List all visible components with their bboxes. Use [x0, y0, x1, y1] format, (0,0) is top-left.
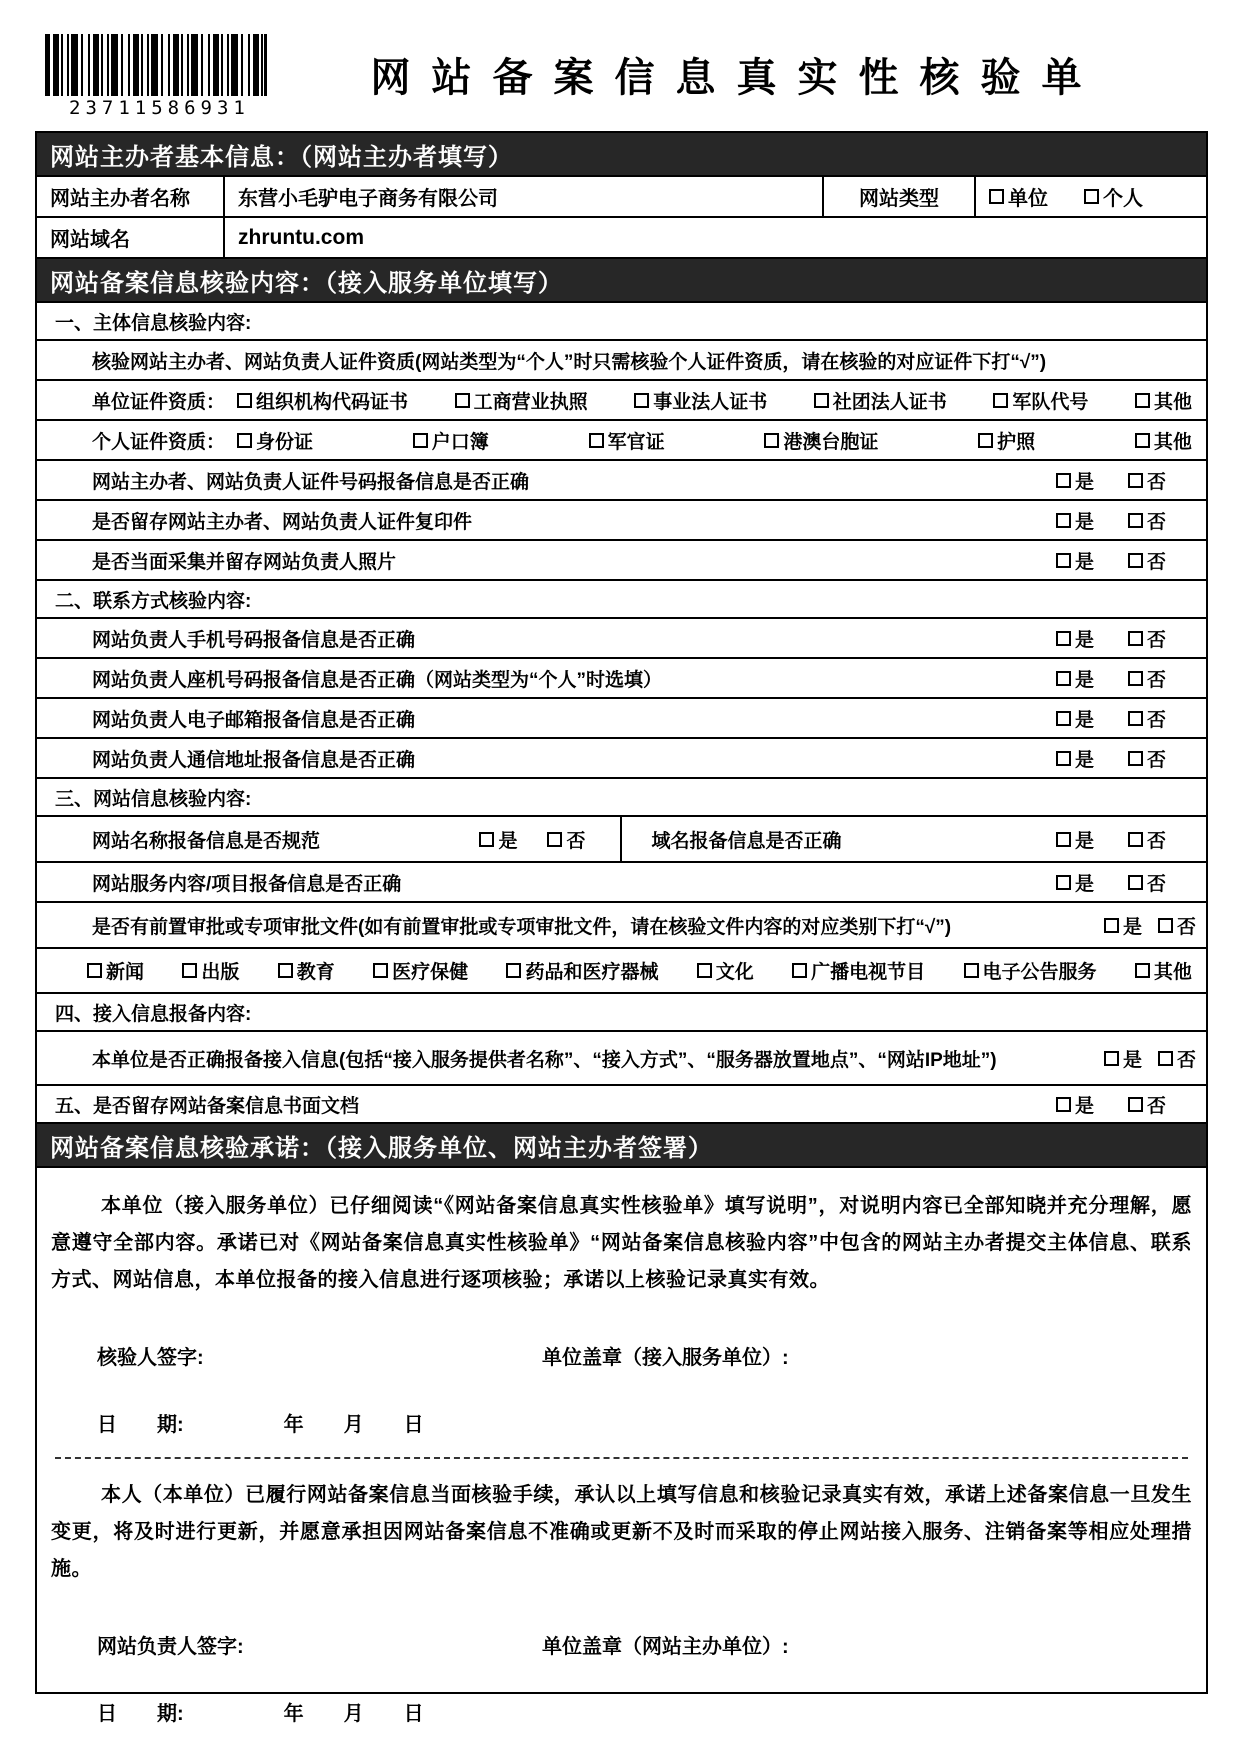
row-service: 网站服务内容/项目报备信息是否正确 是 否	[37, 863, 1206, 903]
row-address: 网站负责人通信地址报备信息是否正确 是 否	[37, 739, 1206, 779]
option-ebbs: 电子公告服务	[964, 957, 1097, 984]
option-pharma-devices: 药品和医疗器械	[506, 957, 658, 984]
checkbox-news[interactable]	[87, 963, 102, 978]
checkbox-household-register[interactable]	[413, 433, 428, 448]
row-access-info: 本单位是否正确报备接入信息(包括“接入服务提供者名称”、“接入方式”、“服务器放置地点”、“网站IP地址”) 是 否	[37, 1032, 1206, 1086]
yes-no-access: 是 否	[1104, 1045, 1206, 1072]
yes-no-cert-copy: 是 否	[1056, 507, 1206, 534]
checkbox-broadcast-tv[interactable]	[792, 963, 807, 978]
section-bar-basic-info	[37, 133, 1206, 177]
site-type-personal-label: 个人	[1103, 188, 1143, 210]
provider-date-row: 日 期: 年 月 日	[97, 1414, 424, 1436]
checkbox-mobile-no[interactable]	[1128, 631, 1143, 646]
checkbox-healthcare[interactable]	[373, 963, 388, 978]
site-type-unit-option	[989, 182, 1048, 211]
yes-no-email: 是 否	[1056, 705, 1206, 732]
checkbox-approval-yes[interactable]	[1104, 918, 1119, 933]
row-section5: 五、是否留存网站备案信息书面文档 是 否	[37, 1086, 1206, 1124]
provider-signature-row	[51, 1341, 1192, 1370]
site-manager-signature-label: 网站负责人签字:	[97, 1636, 244, 1658]
option-business-license: 工商营业执照	[455, 387, 588, 414]
unit-cert-options	[237, 387, 1206, 414]
checkbox-service-no[interactable]	[1128, 875, 1143, 890]
option-military-code: 军队代号	[993, 387, 1088, 414]
checkbox-photo-yes[interactable]	[1056, 553, 1071, 568]
checkbox-domain-yes[interactable]	[1056, 832, 1071, 847]
yes-no-site-name: 是 否	[479, 826, 619, 853]
option-passport: 护照	[978, 427, 1035, 454]
checkbox-org-code-cert[interactable]	[237, 393, 252, 408]
checkbox-access-yes[interactable]	[1104, 1051, 1119, 1066]
row-cert-copy: 是否留存网站主办者、网站负责人证件复印件 是 否	[37, 501, 1206, 541]
checkbox-address-yes[interactable]	[1056, 751, 1071, 766]
row-sitename-domain	[37, 817, 1206, 863]
approval-category-options	[87, 957, 1206, 984]
checkbox-landline-yes[interactable]	[1056, 671, 1071, 686]
row-email: 网站负责人电子邮箱报备信息是否正确 是 否	[37, 699, 1206, 739]
checkbox-institution-cert[interactable]	[634, 393, 649, 408]
row-approval: 是否有前置审批或专项审批文件(如有前置审批或专项审批文件，请在核验文件内容的对应类别下打“√”) 是 否	[37, 903, 1206, 949]
yes-no-domain: 是 否	[1056, 826, 1206, 853]
option-education: 教育	[278, 957, 335, 984]
option-personal-other: 其他	[1135, 427, 1192, 454]
site-type-options	[974, 177, 1206, 216]
option-news: 新闻	[87, 957, 144, 984]
form-title: 网站备案信息真实性核验单	[370, 56, 1103, 100]
option-household-register: 户口簿	[413, 427, 489, 454]
section-bar-pledge	[37, 1124, 1206, 1168]
option-org-code-cert: 组织机构代码证书	[237, 387, 408, 414]
section-bar-verify	[37, 259, 1206, 303]
domain-check: 域名报备信息是否正确 是 否	[622, 817, 1207, 861]
pledge-paragraph-provider: 本单位（接入服务单位）已仔细阅读“《网站备案信息真实性核验单》填写说明”，对说明内容已全部知晓并充分理解，愿意遵守全部内容。承诺已对《网站备案信息真实性核验单》“网站备案信息核验内容”中包含的网站主办者提交主体信息、联系方式、网站信息，本单位报备的接入信息进行逐项核验；承诺以上核验记录真实有效。	[51, 1195, 1192, 1291]
option-culture: 文化	[697, 957, 754, 984]
organizer-name-value: 东营小毛驴电子商务有限公司	[223, 177, 822, 216]
checkbox-personal-other[interactable]	[1135, 433, 1150, 448]
checkbox-culture[interactable]	[697, 963, 712, 978]
pledge-paragraph-organizer: 本人（本单位）已履行网站备案信息当面核验手续，承认以上填写信息和核验记录真实有效，承诺上述备案信息一旦发生变更，将及时进行更新，并愿意承担因网站备案信息不准确或更新不及时而采取的停止网站接入服务、注销备案等相应处理措施。	[51, 1484, 1192, 1580]
checkbox-site-type-personal[interactable]	[1084, 189, 1099, 204]
site-name-check: 网站名称报备信息是否规范 是 否	[37, 817, 622, 861]
yes-no-approval: 是 否	[1104, 912, 1206, 939]
section-bar-verify-label: 网站备案信息核验内容：（接入服务单位填写）	[50, 269, 563, 297]
checkbox-business-license[interactable]	[455, 393, 470, 408]
option-id-card: 身份证	[237, 427, 313, 454]
organizer-date-row: 日 期: 年 月 日	[97, 1703, 424, 1725]
checkbox-site-name-yes[interactable]	[479, 832, 494, 847]
option-association-cert: 社团法人证书	[814, 387, 947, 414]
checkbox-cert-number-yes[interactable]	[1056, 473, 1071, 488]
yes-no-photo: 是 否	[1056, 547, 1206, 574]
checkbox-site-type-unit[interactable]	[989, 189, 1004, 204]
row-approval-categories	[37, 949, 1206, 994]
yes-no-address: 是 否	[1056, 745, 1206, 772]
row-personal-cert	[37, 421, 1206, 461]
barcode-number: 23711586931	[69, 97, 250, 119]
organizer-signature-row	[51, 1630, 1192, 1659]
form-body	[35, 131, 1208, 1725]
checkbox-education[interactable]	[278, 963, 293, 978]
checkbox-ebbs[interactable]	[964, 963, 979, 978]
checkbox-cert-number-no[interactable]	[1128, 473, 1143, 488]
option-institution-cert: 事业法人证书	[634, 387, 767, 414]
row-landline: 网站负责人座机号码报备信息是否正确（网站类型为“个人”时选填） 是 否	[37, 659, 1206, 699]
section-bar-basic-info-label: 网站主办者基本信息：（网站主办者填写）	[50, 143, 513, 171]
yes-no-cert-number: 是 否	[1056, 467, 1206, 494]
checkbox-association-cert[interactable]	[814, 393, 829, 408]
verifier-signature-label: 核验人签字:	[97, 1347, 204, 1369]
organizer-stamp-label: 单位盖章（网站主办单位）:	[542, 1636, 789, 1658]
barcode-block	[45, 34, 273, 119]
row-mobile: 网站负责人手机号码报备信息是否正确 是 否	[37, 619, 1206, 659]
unit-cert-label: 单位证件资质：	[92, 391, 226, 413]
provider-stamp-label: 单位盖章（接入服务单位）:	[542, 1347, 789, 1369]
checkbox-address-no[interactable]	[1128, 751, 1143, 766]
checkbox-archive-no[interactable]	[1128, 1097, 1143, 1112]
checkbox-military-code[interactable]	[993, 393, 1008, 408]
option-approval-other: 其他	[1135, 957, 1192, 984]
row-unit-cert	[37, 381, 1206, 421]
row-section1-title: 一、主体信息核验内容:	[37, 303, 1206, 341]
option-publishing: 出版	[182, 957, 239, 984]
row-organizer-name	[37, 177, 1206, 218]
checkbox-unit-other[interactable]	[1135, 393, 1150, 408]
checkbox-hmt-permit[interactable]	[764, 433, 779, 448]
option-hmt-permit: 港澳台胞证	[764, 427, 878, 454]
domain-label: 网站域名	[50, 229, 130, 251]
pledge-section	[37, 1168, 1206, 1725]
checkbox-approval-no[interactable]	[1158, 918, 1173, 933]
row-cert-number: 网站主办者、网站负责人证件号码报备信息是否正确 是 否	[37, 461, 1206, 501]
checkbox-access-no[interactable]	[1158, 1051, 1173, 1066]
option-healthcare: 医疗保健	[373, 957, 468, 984]
barcode	[45, 34, 267, 96]
option-unit-other: 其他	[1135, 387, 1192, 414]
yes-no-archive: 是 否	[1056, 1091, 1206, 1118]
row-domain	[37, 218, 1206, 259]
checkbox-cert-copy-yes[interactable]	[1056, 513, 1071, 528]
checkbox-passport[interactable]	[978, 433, 993, 448]
checkbox-publishing[interactable]	[182, 963, 197, 978]
row-section1-note: 核验网站主办者、网站负责人证件资质(网站类型为“个人”时只需核验个人证件资质，请在核验的对应证件下打“√”)	[37, 341, 1206, 381]
organizer-name-label: 网站主办者名称	[50, 188, 190, 210]
row-section4-title: 四、接入信息报备内容:	[37, 994, 1206, 1032]
checkbox-email-no[interactable]	[1128, 711, 1143, 726]
checkbox-mobile-yes[interactable]	[1056, 631, 1071, 646]
option-military-id: 军官证	[589, 427, 665, 454]
personal-cert-options	[237, 427, 1206, 454]
page-header	[0, 0, 1240, 131]
checkbox-archive-yes[interactable]	[1056, 1097, 1071, 1112]
domain-value: zhruntu.com	[223, 218, 1206, 257]
row-photo: 是否当面采集并留存网站负责人照片 是 否	[37, 541, 1206, 581]
yes-no-landline: 是 否	[1056, 665, 1206, 692]
personal-cert-label: 个人证件资质：	[92, 431, 226, 453]
checkbox-cert-copy-no[interactable]	[1128, 513, 1143, 528]
option-broadcast-tv: 广播电视节目	[792, 957, 925, 984]
checkbox-military-id[interactable]	[589, 433, 604, 448]
checkbox-email-yes[interactable]	[1056, 711, 1071, 726]
yes-no-mobile: 是 否	[1056, 625, 1206, 652]
checkbox-photo-no[interactable]	[1128, 553, 1143, 568]
site-type-unit-label: 单位	[1008, 188, 1048, 210]
checkbox-pharma-devices[interactable]	[506, 963, 521, 978]
checkbox-site-name-no[interactable]	[547, 832, 562, 847]
site-type-label: 网站类型	[822, 177, 974, 216]
checkbox-landline-no[interactable]	[1128, 671, 1143, 686]
row-section3-title: 三、网站信息核验内容:	[37, 779, 1206, 817]
row-section2-title: 二、联系方式核验内容:	[37, 581, 1206, 619]
yes-no-service: 是 否	[1056, 869, 1206, 896]
section-bar-pledge-label: 网站备案信息核验承诺：（接入服务单位、网站主办者签署）	[50, 1134, 713, 1162]
checkbox-id-card[interactable]	[237, 433, 252, 448]
site-type-personal-option	[1084, 182, 1143, 211]
checkbox-service-yes[interactable]	[1056, 875, 1071, 890]
checkbox-domain-no[interactable]	[1128, 832, 1143, 847]
checkbox-approval-other[interactable]	[1135, 963, 1150, 978]
